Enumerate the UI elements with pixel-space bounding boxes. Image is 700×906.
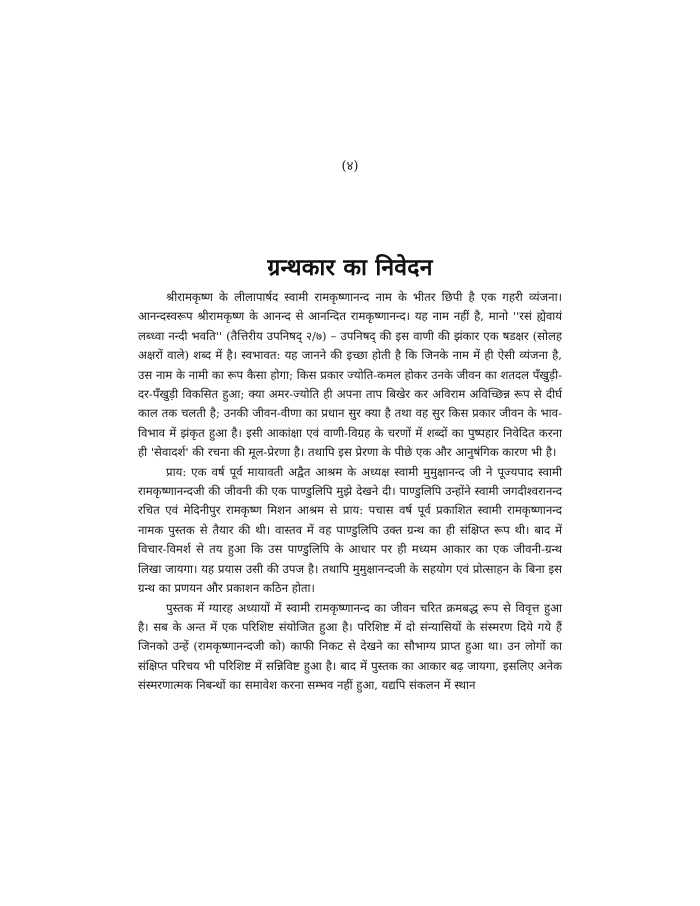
page-title: ग्रन्थकार का निवेदन [267,255,433,281]
paragraph-2: प्राय: एक वर्ष पूर्व मायावती अद्वैत आश्रम के अध्यक्ष स्वामी मुमुक्षानन्द जी ने पूज्यपाद स्वामी रामकृष्णानन्दजी की जीवनी की एक पाण्डुलिपि मुझे देखने दी। पाण्डुलिपि उन्होंने स्वामी जगदीश्वरानन्द रचित एवं मेदिनीपुर रामकृष्ण मिशन आश्रम से प्राय: पचास वर्ष पूर्व प्रकाशित स्वामी रामकृष्णानन्द नामक पुस्तक से तैयार की थी। वास्तव में वह पाण्डुलिपि उक्त ग्रन्थ का ही संक्षिप्त रूप थी। बाद में विचार-विमर्श से तय हुआ कि उस पाण्डुलिपि के आधार पर ही मध्यम आकार का एक जीवनी-ग्रन्थ लिखा जायगा। यह प्रयास उसी की उपज है। तथापि मुमुक्षानन्दजी के सहयोग एवं प्रोत्साहन के बिना इस ग्रन्थ का प्रणयन और प्रकाशन कठिन होता। [138,464,562,596]
page-number: (४) [341,159,359,174]
paragraph-3: पुस्तक में ग्यारह अध्यायों में स्वामी रामकृष्णानन्द का जीवन चरित क्रमबद्ध रूप से विवृत्त हुआ है। सब के अन्त में एक परिशिष्ट संयोजित हुआ है। परिशिष्ट में दो संन्यासियों के संस्मरण दिये गये हैं जिनको उन्हें (रामकृष्णानन्दजी को) काफी निकट से देखने का सौभाग्य प्राप्त हुआ था। उन लोगों का संक्षिप्त परिचय भी परिशिष्ट में सन्निविष्ट हुआ है। बाद में पुस्तक का आकार बढ़ जायगा, इसलिए अनेक संस्मरणात्मक निबन्धों का समावेश करना सम्भव नहीं हुआ, यद्यपि संकलन में स्थान [138,600,562,693]
body-text [138,288,562,696]
paragraph-1: श्रीरामकृष्ण के लीलापार्षद स्वामी रामकृष्णानन्द नाम के भीतर छिपी है एक गहरी व्यंजना। आनन्दस्वरूप श्रीरामकृष्ण के आनन्द से आनन्दित रामकृष्णानन्द। यह नाम नहीं है, मानो ''रसं ह्येवायं लब्ध्वा नन्दी भवति'' (तैत्तिरीय उपनिषद् २/७) – उपनिषद् की इस वाणी की झंकार एक षडक्षर (सोलह अक्षरों वाले) शब्द में है। स्वभावत: यह जानने की इच्छा होती है कि जिनके नाम में ही ऐसी व्यंजना है, उस नाम के नामी का रूप कैसा होगा; किस प्रकार ज्योति-कमल होकर उनके जीवन का शतदल पँखुड़ी-दर-पँखुड़ी विकसित हुआ; क्या अमर-ज्योति ही अपना ताप बिखेर कर अविराम अविच्छिन्न रूप से दीर्घ काल तक चलती है; उनकी जीवन-वीणा का प्रधान सुर क्या है तथा वह सुर किस प्रकार जीवन के भाव-विभाव में झंकृत हुआ है। इसी आकांक्षा एवं वाणी-विग्रह के चरणों में शब्दों का पुष्पहार निवेदित करना ही 'सेवादर्श' की रचना की मूल-प्रेरणा है। तथापि इस प्रेरणा के पीछे एक और आनुषंगिक कारण भी है। [138,290,562,460]
